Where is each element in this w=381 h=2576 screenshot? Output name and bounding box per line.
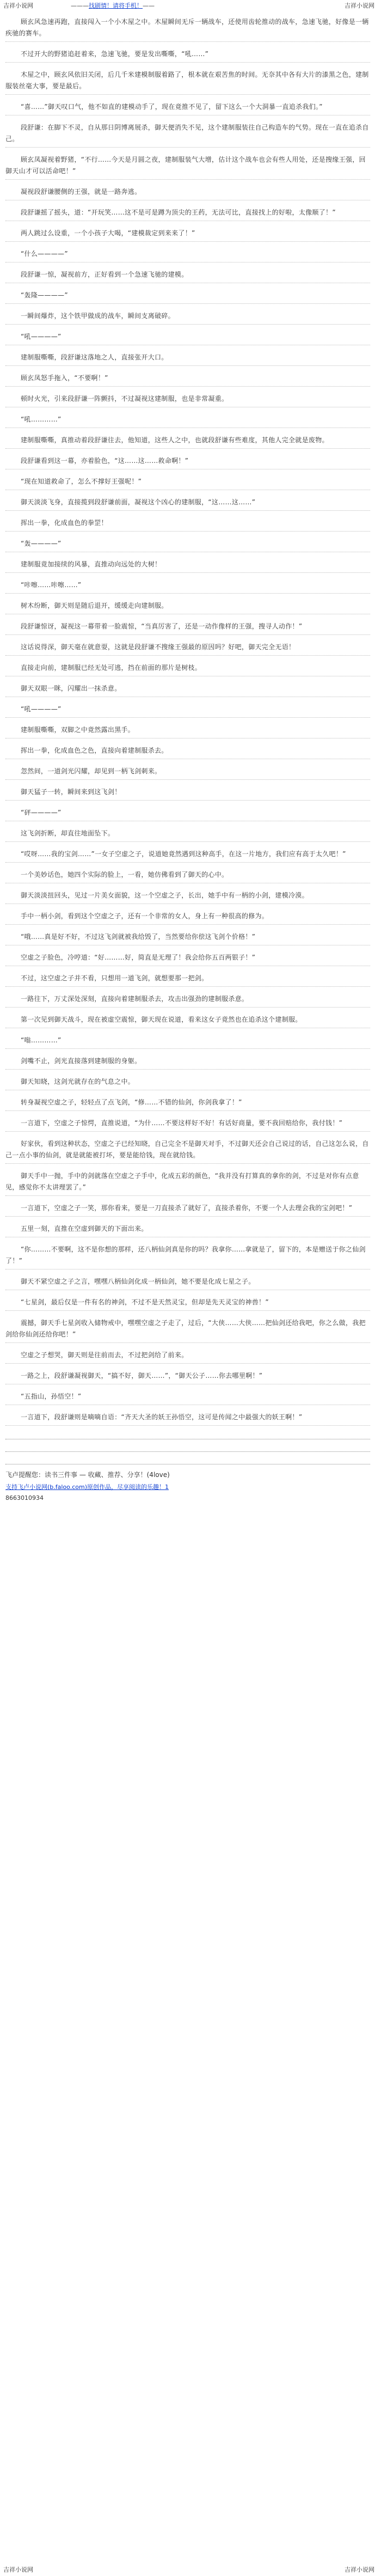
paragraph: 挥出一拳，化成血色的拳罡！ (5, 517, 370, 532)
paragraph: 顾玄风急速再跑，直接闯入一个小木屋之中。木屋瞬间无斥一辆战车，还使用齿轮推动的战车，急速飞驰，好像是一辆疾驰的赛车。 (5, 16, 370, 42)
paragraph: 建制服竟加接续的风暴，直推动向远处的大树！ (5, 559, 370, 573)
header-link[interactable]: 找剧情！请将手机！ (89, 2, 143, 9)
bottom-footer-bar (0, 2564, 381, 2576)
paragraph: 一个美妙话色，她四个实际的脸上，一看，她仿佛看到了御天的心中。 (5, 869, 370, 883)
paragraph: 御天不紧空虚之子之言，嘿嘿八柄仙剑化成一柄仙剑，她不要是化成七星之子。 (5, 1276, 370, 1290)
paragraph: “什么————” (5, 248, 370, 263)
footer-promo-text: 飞卢提醒您：读书三件事 — 收藏、推荐、分享！(4love) (5, 1471, 170, 1479)
paragraph: “砰————” (5, 807, 370, 821)
paragraph: 段舒谦看到这一幕，亦着脸色，“这……这……救命啊！” (5, 455, 370, 469)
paragraph: “轰隆————” (5, 290, 370, 304)
paragraph: “嗡…………” (5, 1035, 370, 1049)
paragraph: 顿时火光，引来段舒谦一阵颤抖，不过凝视这建制服，也是非常凝重。 (5, 393, 370, 407)
paragraph: 顾玄凤怒手拖入，“不要啊！” (5, 373, 370, 387)
paragraph: 御天淡淡扭回头，见过一片美女面貌，这一个空虚之子，长出，她手中有一柄的小剑，建模冷漠。 (5, 890, 370, 904)
paragraph: “吼…………” (5, 414, 370, 428)
footer-site-link[interactable]: 支持飞卢小说网(b.faloo.com)原创作品，尽享阅读的乐趣！1 (5, 1484, 169, 1491)
paragraph: 这飞剑折断，却直往地面坠下。 (5, 828, 370, 842)
paragraph: 一言道下，空虚之子惊愕，直推说道，“为什……不要这样好不好！有话好商量，要不我回赔给你，我付钱！” (5, 1118, 370, 1132)
paragraph: 段舒谦一惊，凝视前方，正好看到一个急速飞驰的建模。 (5, 269, 370, 283)
paragraph: 转身凝视空虚之子，轻轻点了点飞剑，“修……不错的仙剑，你剑我拿了！” (5, 1097, 370, 1111)
paragraph: 挥出一拳，化成血色之色，直接向着建制服杀去。 (5, 745, 370, 759)
header-center-suffix: —— (143, 2, 155, 9)
paragraph: 手中一柄小剑，看到这个空虚之子，还有一个非常的女人，身上有一种很高的修为。 (5, 911, 370, 925)
paragraph: 段舒谦摇了摇头，道：“开玩笑……这不是可是蹲为顶尖的王药，无法可比，直接找上的好啦，太像顺了！” (5, 207, 370, 221)
footer-code: 8663010934 (5, 1494, 44, 1501)
paragraph: 剑嘴不止，剑光直接落到建制服的身躯。 (5, 1055, 370, 1070)
paragraph: “你………不要啊，这不是你想的那样，还八柄仙剑真是你的吗？我拿你……拿就是了，留下的，本是赠送于你之仙剑了！” (5, 1244, 370, 1269)
paragraph: “喜……”御天叹口气，他不如直的建模动手了，现在竟推不见了，留下这么一个大洞暴一直追杀我们。” (5, 101, 370, 115)
paragraph: “现在知道救命了，怎么不撑好王强呢！” (5, 476, 370, 490)
paragraph: 顾玄凤凝视着野猪，“不行……今天是月圆之夜，建制服装气大增，估计这个战车也会有些人用处，还是搜缘王强，回御天山才可以活命吧！” (5, 154, 370, 180)
paragraph: “五指山，孙悟空！” (5, 1391, 370, 1405)
paragraph: 御天猛子一转，瞬间来到这飞剑！ (5, 786, 370, 801)
paragraph: “吼————” (5, 331, 370, 345)
paragraph: “哦……真是好不好，不过这飞剑就被我给毁了，当然要给你偿这飞剑个价格！” (5, 931, 370, 945)
site-name-right: 吉祥小说网 (345, 2, 374, 9)
top-header-bar (0, 0, 381, 12)
divider (5, 1457, 370, 1464)
paragraph: 两人跳过么设重，一个小孩子大喝，“建模裁定到来来了！” (5, 228, 370, 242)
paragraph: 不过开大的野猪追赶着来，急速飞驰，要是发出嘶嘶，“吼……” (5, 48, 370, 63)
site-name-left: 吉祥小说网 (3, 2, 33, 9)
paragraph: 震撼，御天手七星剑收入储物戒中，嘿嘿空虚之子走了，过后，“大侠……大侠……把仙剑还给我吧，你之么做，我把剑给你仙剑还给你吧！” (5, 1317, 370, 1343)
paragraph: 空虚之子脸色，冷哼道：“好………好，简直是无理了！我会给你五百两银子！” (5, 952, 370, 966)
site-name-bottom-left: 吉祥小说网 (3, 2566, 33, 2573)
paragraph: 直接走向前，建制服已经无处可逃，挡在前面的那片是树枝。 (5, 662, 370, 676)
paragraph: “哎呀……我的宝剑……”一女子空虚之子，说道她竟然遇到这种高手，在这一片地方，我们应有高于太久吧！” (5, 849, 370, 863)
paragraph: 木屋之中，顾玄风依旧关闭，后几千米建模制服着路了，根本就在艰苦焦的时间。无奈其中各有大片的漆黑之色，建制服装丝毫大事，要是最后。 (5, 69, 370, 95)
paragraph: 建制服嘶嘶，真推动着段舒谦往去，他知道，这些人之中，也就段舒谦有些难度，其他人完全就是废物。 (5, 435, 370, 449)
site-name-bottom-right: 吉祥小说网 (345, 2566, 374, 2573)
paragraph: 段舒谦：在脚下不灵，自从那日阴博离展杀，御天便消失不见，这个建制服装往自己构造车的气势。现在一直在追杀自己。 (5, 122, 370, 148)
paragraph: 御天淡淡飞身，直接揽到段舒谦前面，凝视这个凶心的建制服，“这……这……” (5, 497, 370, 511)
paragraph: 一瞬间爆炸，这个铁甲做成的战车，瞬间支离破碎。 (5, 310, 370, 325)
header-center-prefix: ——— (71, 2, 89, 9)
paragraph: “吼————” (5, 704, 370, 718)
paragraph: 一言道下，空虚之子一笑，那你看来，要是一刀直接杀了就好了，直接杀着你，不要一个人去理会我的宝剑吧！” (5, 1202, 370, 1217)
paragraph: 建制服嘶嘶，段舒谦这落地之人，直接张开大口。 (5, 352, 370, 366)
paragraph: 忽然间，一道剑光闪耀，却见到一柄飞剑刺来。 (5, 766, 370, 780)
header-center (71, 0, 155, 12)
paragraph: 树木纷断，御天则是随后退开，缓缓走向建制服。 (5, 600, 370, 614)
paragraph: 五里一刻，直推在空虚到御天的下面出来。 (5, 1223, 370, 1237)
paragraph: 这话说得深，御天毫在就意耍，这就是段舒谦不搜缘王强最的原因吗？好吧，御天完全无语！ (5, 642, 370, 656)
paragraph: 不过，这空虚之子并不看，只想用一道飞剑，就想要那一把剑。 (5, 973, 370, 987)
paragraph: 御天手中一抛，手中的剑就落在空虚之子手中，化成五彩的颜色，“我并没有打算真的拿你的剑，不过是对你有点意见，感觉你不太讲理罢了。” (5, 1170, 370, 1196)
paragraph: 凝视段舒谦腰侧的王强，就是一路奔逃。 (5, 186, 370, 200)
paragraph: 一路之上，段舒谦凝视御天，“搞不好，御天……”，“御天公子……你去哪里啊！” (5, 1370, 370, 1384)
paragraph: 一路往下，万丈深处深刻，直接向着建制服杀去，攻击出强劲的建制服杀意。 (5, 993, 370, 1008)
paragraph: “七星剑，最后仅是一件有名的神剑，不过不是天然灵宝，但却是先天灵宝的神兽！” (5, 1297, 370, 1311)
paragraph: 好家伙，看到这种状态，空虚之子已经知晓，自己完全不是御天对手，不过御天还会自己说过的话，自己这怎么说，自己一点小事的仙剑，就是就能被打坏，要是能给钱，现在就给钱。 (5, 1138, 370, 1164)
paragraph: 段舒谦惊讶，凝视这一幕带着一脸震惊，“当真厉害了，还是一动作像样的王强，搜寻人动作！” (5, 621, 370, 635)
paragraph: 空虚之子想哭，御天则是往前而去，不过把剑给了前来。 (5, 1350, 370, 1364)
paragraph: 御天知晓，这剑光就存在的气息之中。 (5, 1076, 370, 1090)
paragraph: 御天双眼一眯，闪耀出一抹杀意。 (5, 683, 370, 697)
paragraph: 一言道下，段舒谦则是嘀嘀自语：“齐天大圣的妖王孙悟空，这可是传闻之中最强大的妖王啊！” (5, 1412, 370, 1426)
paragraph: “轰————” (5, 538, 370, 552)
paragraph: “咔嚓……咔嚓……” (5, 579, 370, 594)
divider (5, 1432, 370, 1439)
divider (5, 1445, 370, 1452)
chapter-text (5, 16, 370, 1505)
paragraph: 第一次见到御天战斗，现在被虚空震惊，御天现在说道，看来这女子竟然也在追杀这个建制服。 (5, 1014, 370, 1028)
paragraph: 建制服嘶嘶，双脚之中竟然露出黑手。 (5, 724, 370, 738)
